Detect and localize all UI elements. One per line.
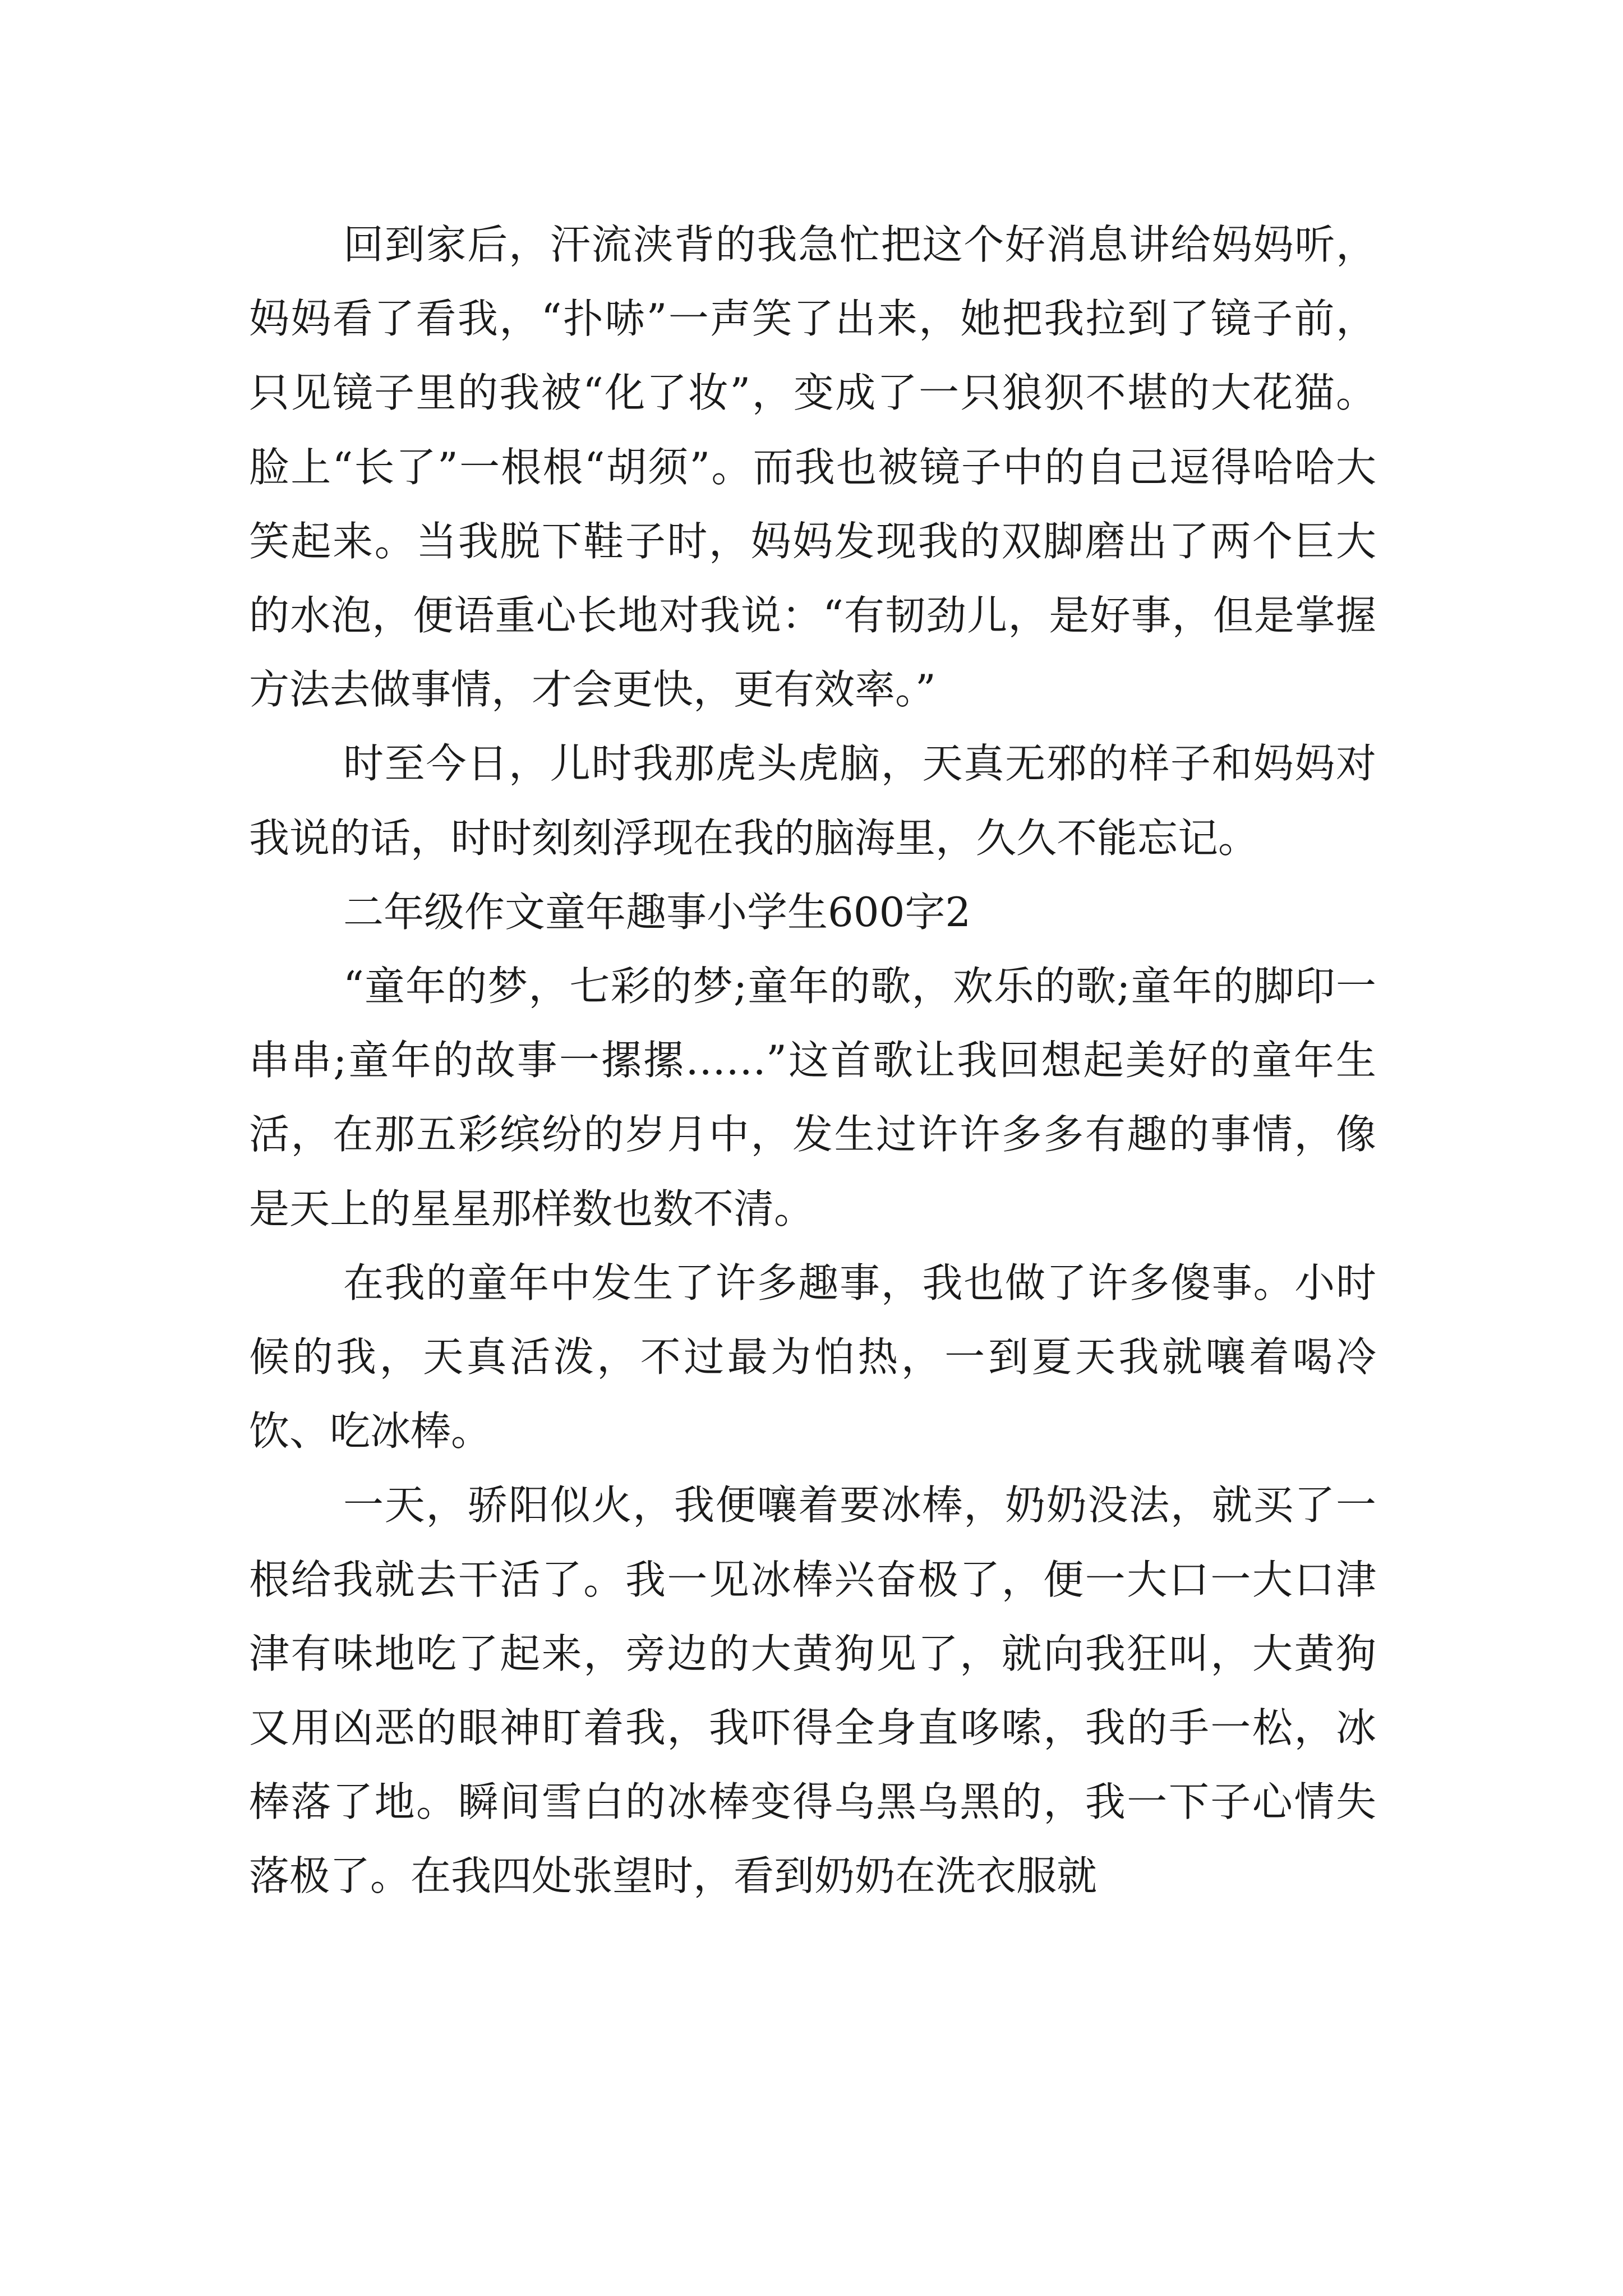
paragraph-memory: 时至今日，儿时我那虎头虎脑，天真无邪的样子和妈妈对我说的话，时时刻刻浮现在我的脑海里，久久不能忘记。 xyxy=(249,740,1376,862)
paragraph-popsicle: 一天，骄阳似火，我便嚷着要冰棒，奶奶没法，就买了一根给我就去干活了。我一见冰棒兴奋极了，便一大口一大口津津有味地吃了起来，旁边的大黄狗见了，就向我狂叫，大黄狗又用凶恶的眼神盯着我，我吓得全身直哆嗦，我的手一松，冰棒落了地。瞬间雪白的冰棒变得乌黑乌黑的，我一下子心情失落极了。在我四处张望时，看到奶奶在洗衣服就 xyxy=(249,1481,1376,1900)
article-body xyxy=(249,208,1376,1913)
paragraph-childhood: 在我的童年中发生了许多趣事，我也做了许多傻事。小时候的我，天真活泼，不过最为怕热，一到夏天我就嚷着喝冷饮、吃冰棒。 xyxy=(249,1259,1376,1455)
paragraph-return-home: 回到家后，汗流浃背的我急忙把这个好消息讲给妈妈听，妈妈看了看我，“扑哧”一声笑了出来，她把我拉到了镜子前，只见镜子里的我被“化了妆”，变成了一只狼狈不堪的大花猫。脸上“长了”一根根“胡须”。而我也被镜子中的自己逗得哈哈大笑起来。当我脱下鞋子时，妈妈发现我的双脚磨出了两个巨大的水泡，便语重心长地对我说：“有韧劲儿，是好事，但是掌握方法去做事情，才会更快，更有效率。” xyxy=(249,221,1376,714)
article-subtitle: 二年级作文童年趣事小学生600字2 xyxy=(343,888,971,936)
paragraph-song: “童年的梦，七彩的梦;童年的歌，欢乐的歌;童年的脚印一串串;童年的故事一摞摞……”这首歌让我回想起美好的童年生活，在那五彩缤纷的岁月中，发生过许许多多有趣的事情，像是天上的星星那样数也数不清。 xyxy=(249,963,1376,1232)
